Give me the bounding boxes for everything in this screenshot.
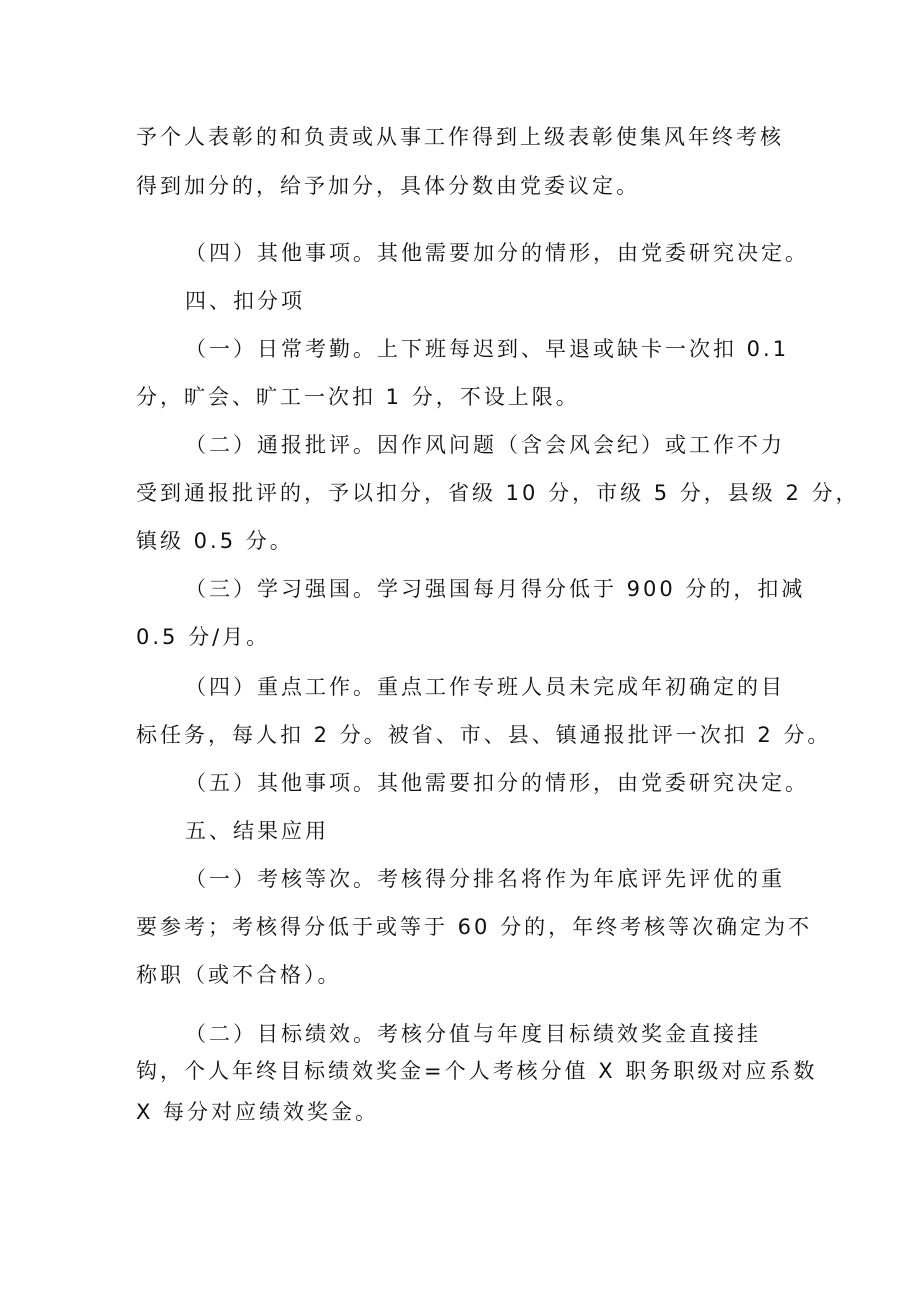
text-line: 称职（或不合格）。 — [136, 963, 342, 987]
paragraph-heading: （三）学习强国。学习强国每月得分低于 900 分的，扣减 — [185, 577, 806, 601]
text-line: 分，旷会、旷工一次扣 1 分，不设上限。 — [136, 385, 580, 409]
text-line: 要参考；考核得分低于或等于 60 分的，年终考核等次确定为不 — [136, 915, 813, 939]
paragraph-heading: （二）通报批评。因作风问题（含会风会纪）或工作不力 — [185, 433, 785, 457]
paragraph-heading: （五）其他事项。其他需要扣分的情形，由党委研究决定。 — [185, 771, 809, 795]
paragraph-heading: （四）其他事项。其他需要加分的情形，由党委研究决定。 — [185, 241, 809, 265]
text-line: X 每分对应绩效奖金。 — [136, 1100, 380, 1124]
paragraph-heading: （一）考核等次。考核得分排名将作为年底评先评优的重 — [185, 867, 785, 891]
text-line: 镇级 0.5 分。 — [136, 529, 294, 553]
text-line: 标任务，每人扣 2 分。被省、市、县、镇通报批评一次扣 2 分。 — [136, 723, 832, 747]
text-line: 予个人表彰的和负责或从事工作得到上级表彰使集风年终考核 — [136, 125, 784, 149]
section-heading: 五、结果应用 — [185, 819, 329, 843]
text-line: 受到通报批评的，予以扣分，省级 10 分，市级 5 分，县级 2 分， — [136, 481, 860, 505]
paragraph-heading: （二）目标绩效。考核分值与年度目标绩效奖金直接挂 — [185, 1022, 761, 1046]
text-line: 0.5 分/月。 — [136, 625, 271, 649]
paragraph-heading: （一）日常考勤。上下班每迟到、早退或缺卡一次扣 0.1 — [185, 337, 790, 361]
text-line: 钩，个人年终目标绩效奖金=个人考核分值 X 职务职级对应系数 — [136, 1059, 818, 1083]
text-line: 得到加分的，给予加分，具体分数由党委议定。 — [136, 174, 640, 198]
section-heading: 四、扣分项 — [185, 289, 305, 313]
paragraph-heading: （四）重点工作。重点工作专班人员未完成年初确定的目 — [185, 675, 785, 699]
